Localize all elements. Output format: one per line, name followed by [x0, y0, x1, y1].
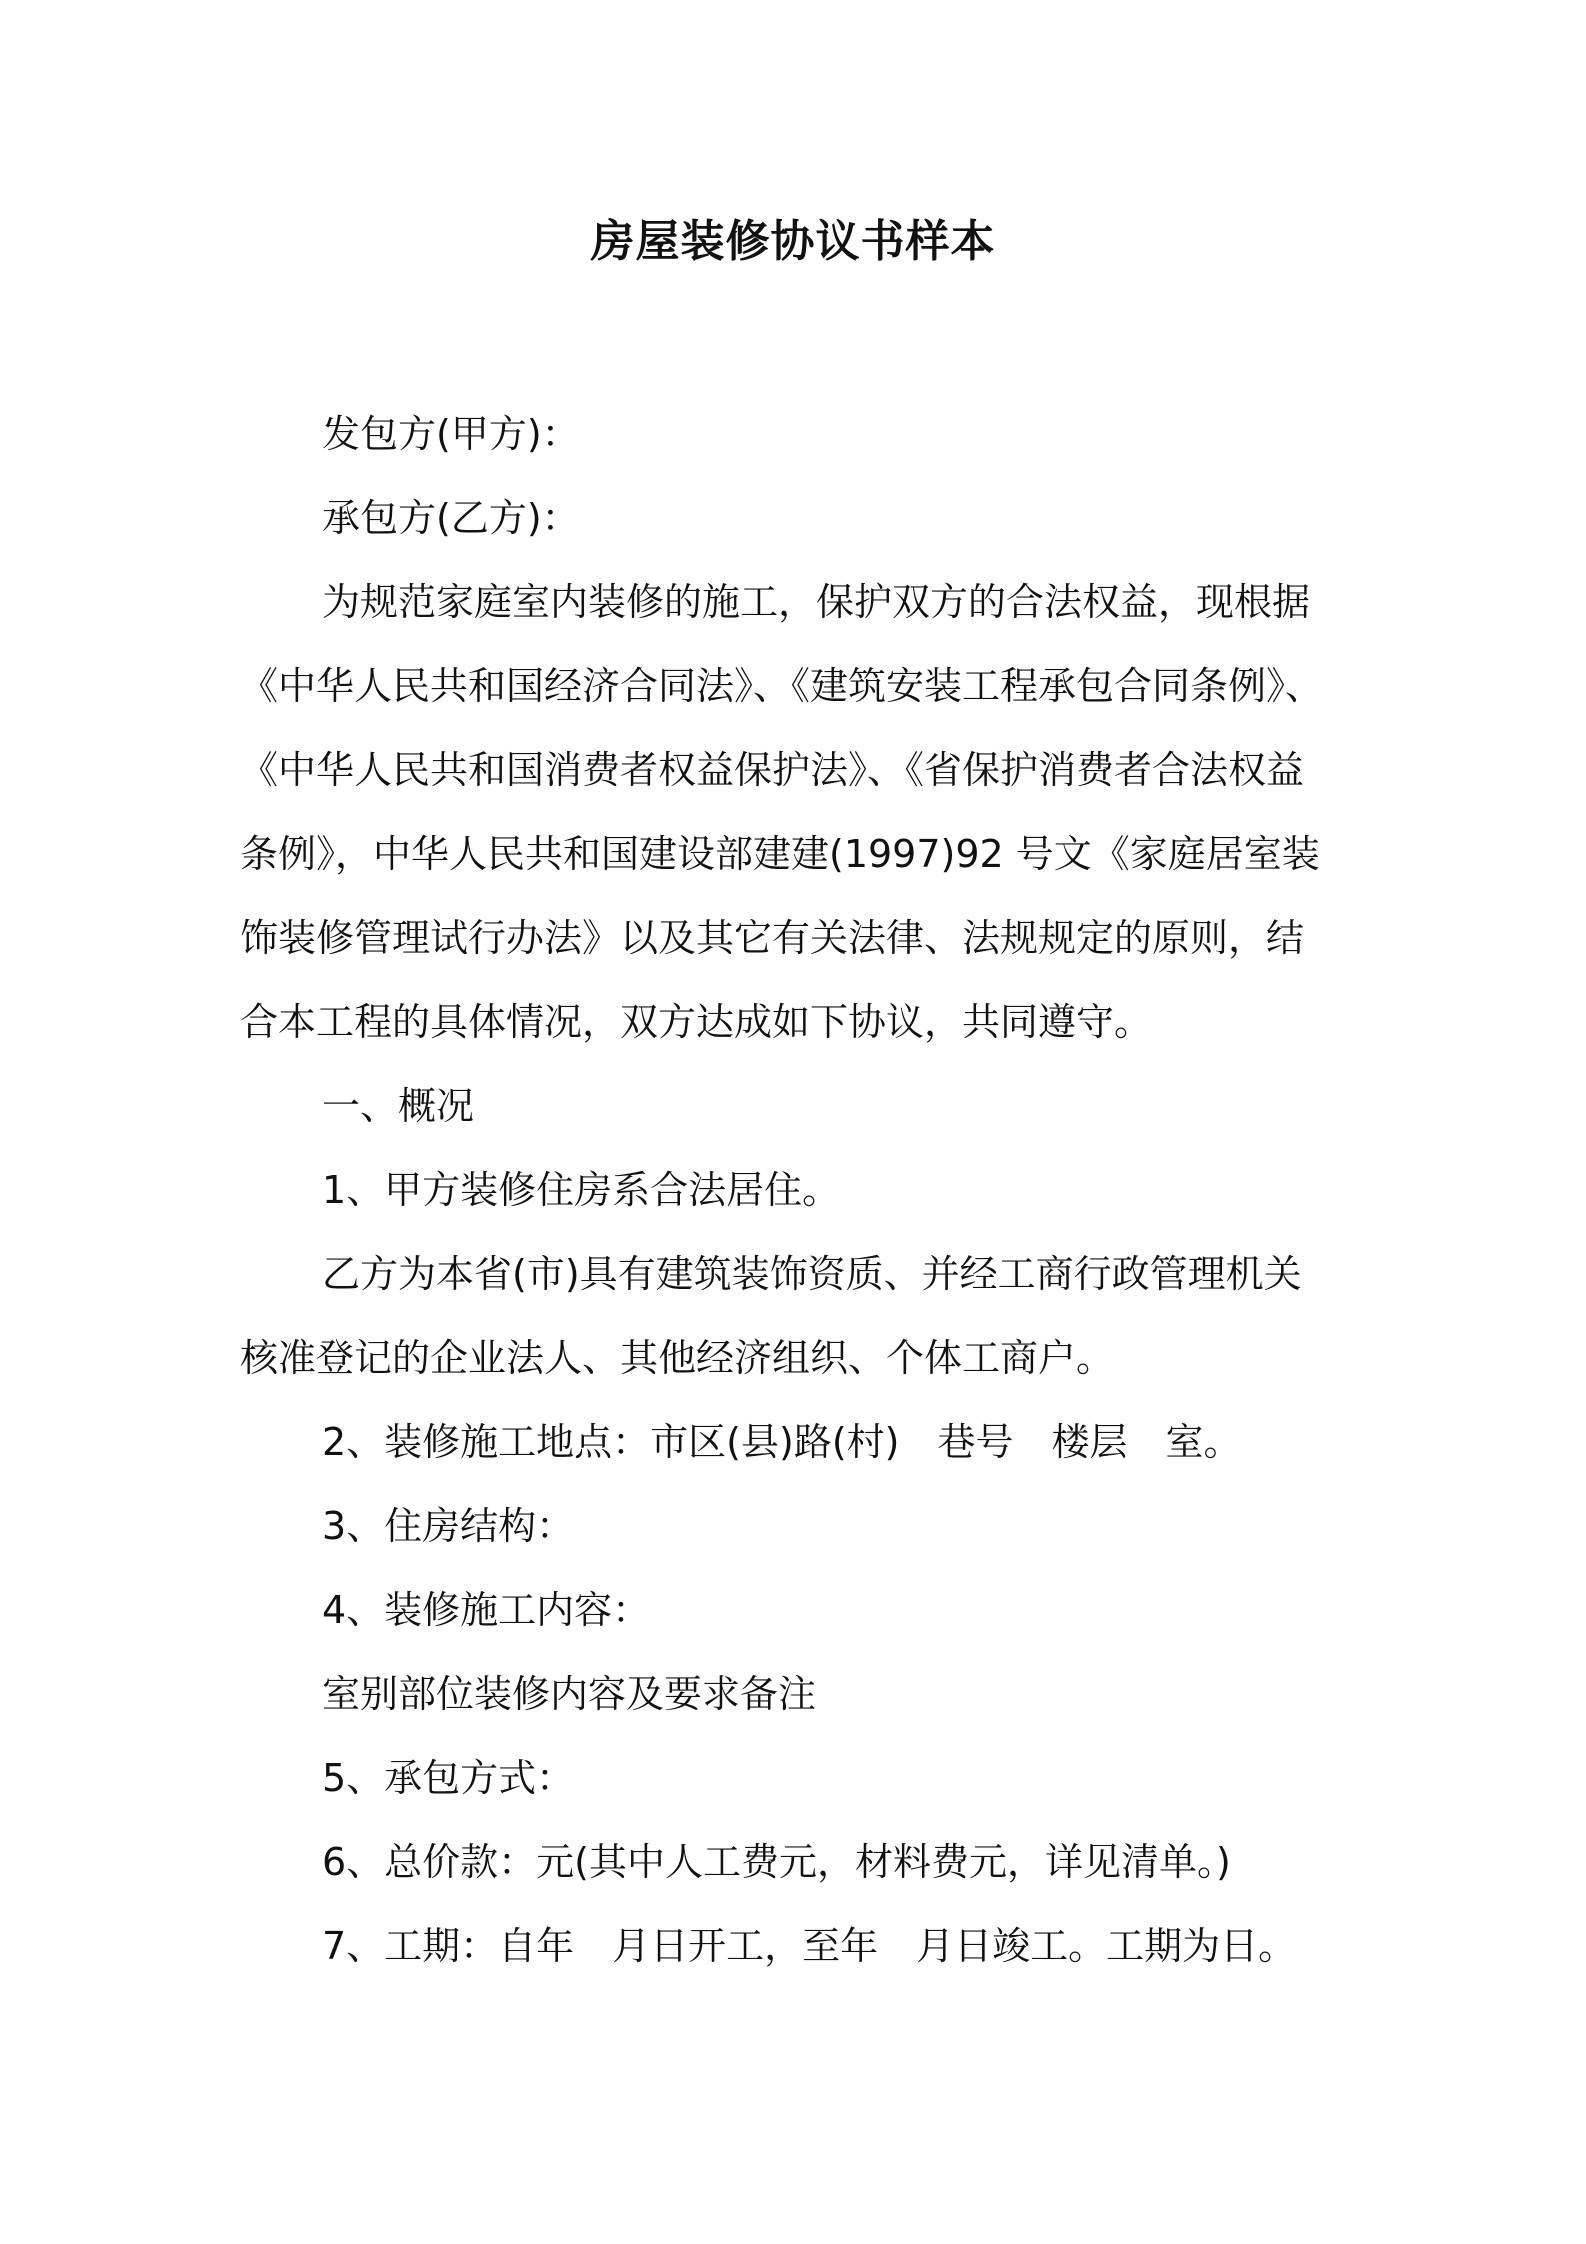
preamble-line-4: 条例》，中华人民共和国建设部建建(1997)92 号文《家庭居室装	[240, 832, 1320, 876]
clause-1: 1、甲方装修住房系合法居住。	[322, 1168, 841, 1212]
preamble-line-5: 饰装修管理试行办法》以及其它有关法律、法规规定的原则，结	[240, 916, 1305, 960]
clause-3: 3、住房结构：	[322, 1504, 575, 1548]
clause-2: 2、装修施工地点：市区(县)路(村) 巷号 楼层 室。	[322, 1420, 1242, 1464]
party-b-line: 承包方(乙方)：	[322, 496, 580, 540]
preamble-line-2: 《中华人民共和国经济合同法》、《建筑安装工程承包合同条例》、	[240, 664, 1324, 708]
clause-1-detail-line-2: 核准登记的企业法人、其他经济组织、个体工商户。	[240, 1336, 1115, 1380]
section-heading-overview: 一、概况	[322, 1084, 475, 1128]
party-a-line: 发包方(甲方)：	[322, 412, 580, 456]
clause-1-detail-line-1: 乙方为本省(市)具有建筑装饰资质、并经工商行政管理机关	[322, 1252, 1302, 1296]
document-title: 房屋装修协议书样本	[590, 216, 996, 267]
clause-7: 7、工期：自年 月日开工，至年 月日竣工。工期为日。	[322, 1924, 1297, 1968]
clause-4-table-header: 室别部位装修内容及要求备注	[322, 1672, 817, 1716]
clause-6: 6、总价款：元(其中人工费元，材料费元，详见清单。)	[322, 1840, 1231, 1884]
clause-5: 5、承包方式：	[322, 1756, 575, 1800]
clause-4: 4、装修施工内容：	[322, 1588, 651, 1632]
preamble-line-6: 合本工程的具体情况，双方达成如下协议，共同遵守。	[240, 1000, 1153, 1044]
preamble-line-3: 《中华人民共和国消费者权益保护法》、《省保护消费者合法权益	[240, 748, 1305, 792]
preamble-line-1: 为规范家庭室内装修的施工，保护双方的合法权益，现根据	[322, 580, 1311, 624]
